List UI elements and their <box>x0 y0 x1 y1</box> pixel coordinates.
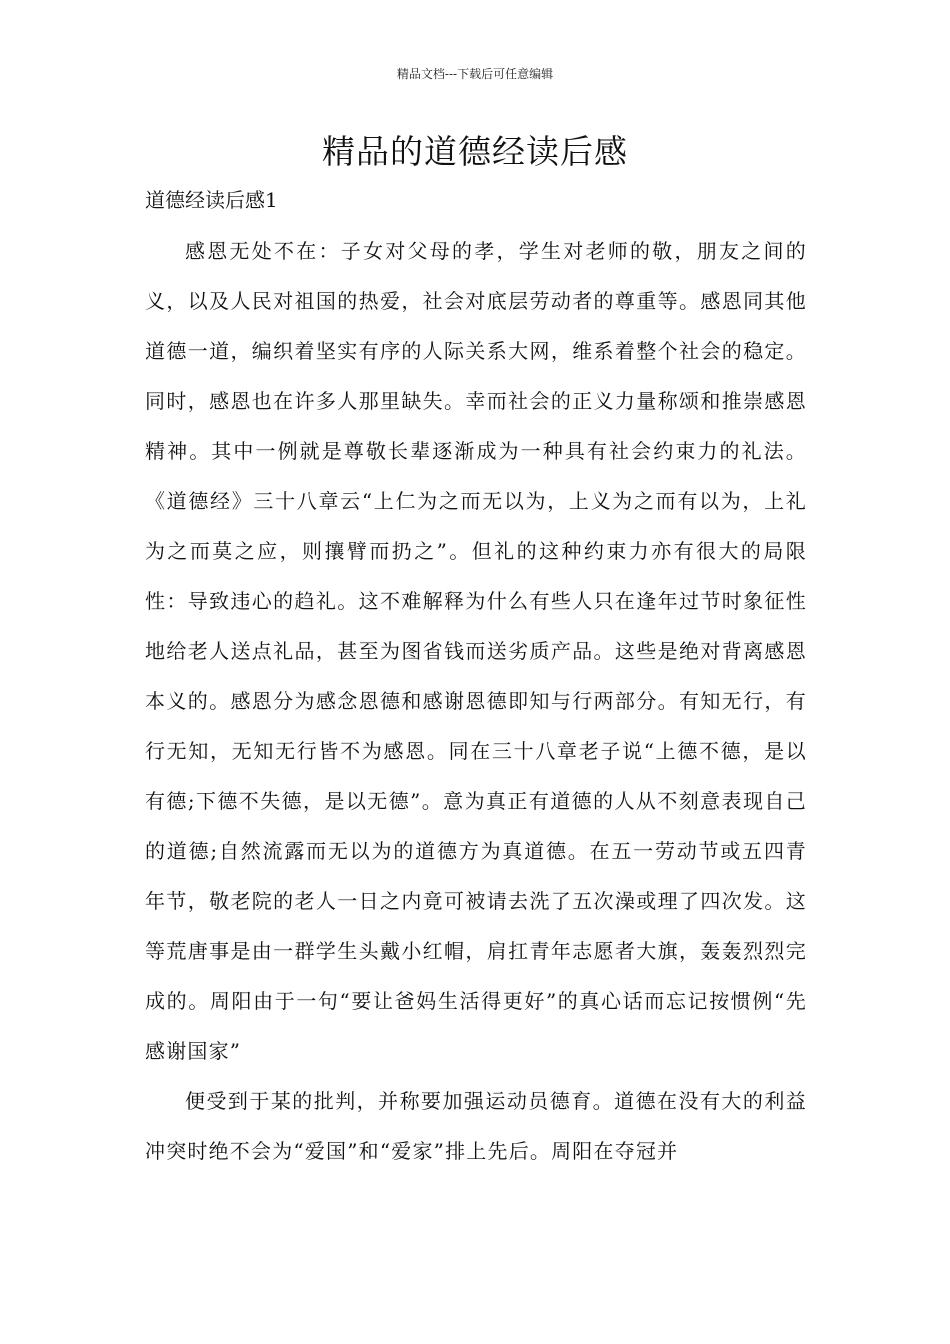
paragraph: 感恩无处不在：子女对父母的孝，学生对老师的敬，朋友之间的义，以及人民对祖国的热爱，社会对底层劳动者的尊重等。感恩同其他道德一道，编织着坚实有序的人际关系大网，维系着整个社会的稳定。同时，感恩也在许多人那里缺失。幸而社会的正义力量称颂和推崇感恩精神。其中一例就是尊敬长辈逐渐成为一种具有社会约束力的礼法。《道德经》三十八章云“上仁为之而无以为，上义为之而有以为，上礼为之而莫之应，则攘臂而扔之”。但礼的这种约束力亦有很大的局限性：导致违心的趋礼。这不难解释为什么有些人只在逢年过节时象征性地给老人送点礼品，甚至为图省钱而送劣质产品。这些是绝对背离感恩本义的。感恩分为感念恩德和感谢恩德即知与行两部分。有知无行，有行无知，无知无行皆不为感恩。同在三十八章老子说“上德不德，是以有德;下德不失德，是以无德”。意为真正有道德的人从不刻意表现自己的道德;自然流露而无以为的道德方为真道德。在五一劳动节或五四青年节，敬老院的老人一日之内竟可被请去洗了五次澡或理了四次发。这等荒唐事是由一群学生头戴小红帽，肩扛青年志愿者大旗，轰轰烈烈完成的。周阳由于一句“要让爸妈生活得更好”的真心话而忘记按惯例“先感谢国家” <box>145 239 807 1063</box>
body-text <box>145 226 807 1176</box>
page-header-note: 精品文档---下载后可任意编辑 <box>396 67 554 81</box>
section-heading: 道德经读后感1 <box>145 188 278 212</box>
paragraph: 便受到于某的批判，并称要加强运动员德育。道德在没有大的利益冲突时绝不会为“爱国”和“爱家”排上先后。周阳在夺冠并 <box>145 1089 807 1163</box>
document-title: 精品的道德经读后感 <box>322 132 628 171</box>
